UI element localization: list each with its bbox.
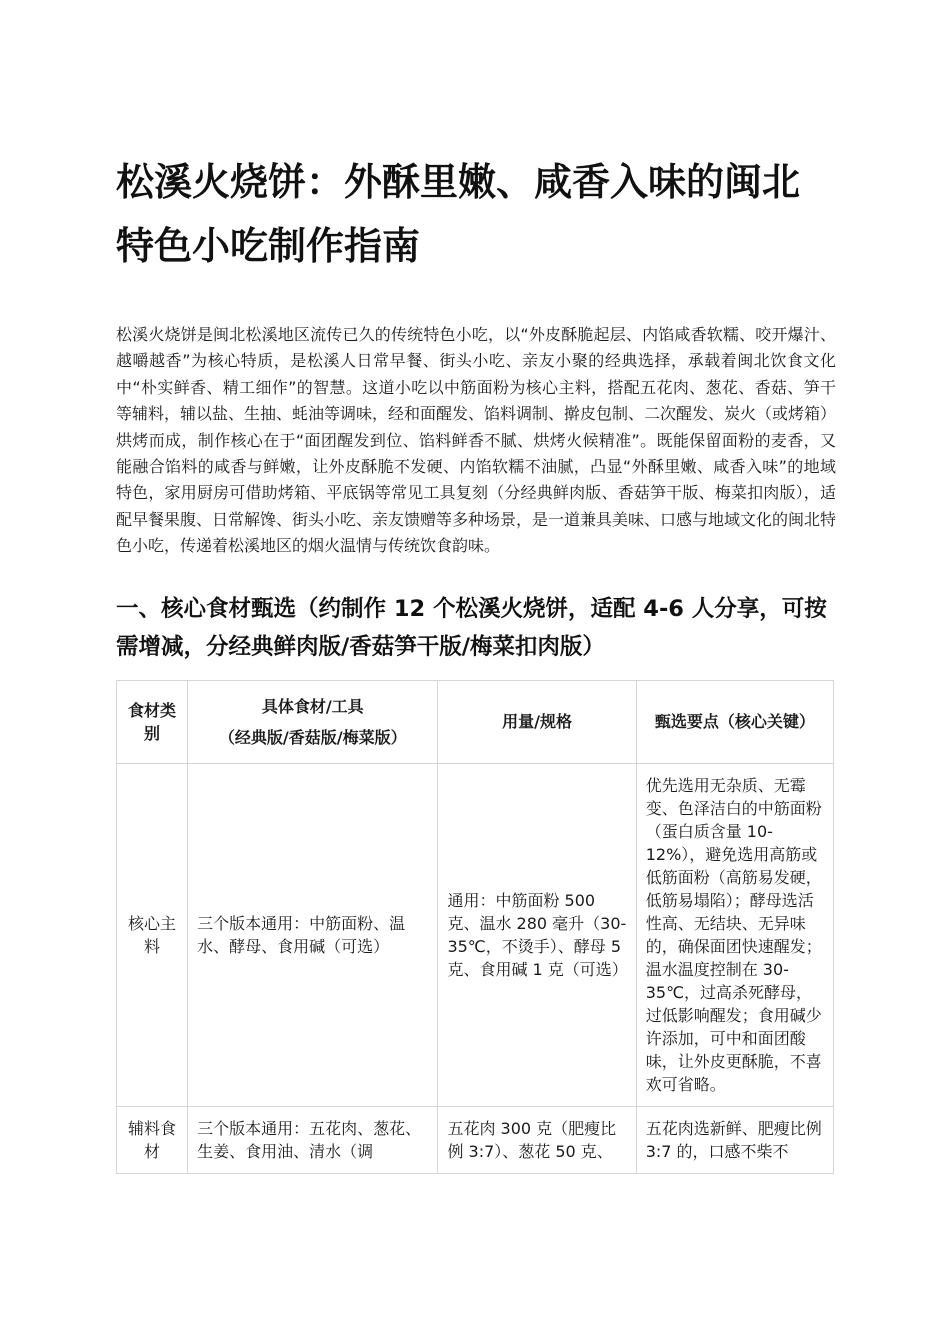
header-quantity: 用量/规格 [438, 680, 636, 763]
page-title: 松溪火烧饼：外酥里嫩、咸香入味的闽北特色小吃制作指南 [116, 160, 801, 268]
section-heading-ingredients: 一、核心食材甄选（约制作 12 个松溪火烧饼，适配 4-6 人分享，可按需增减，分经典鲜肉版/香菇笋干版/梅菜扣肉版） [116, 595, 827, 660]
cell-item: 三个版本通用：五花肉、葱花、生姜、食用油、清水（调 [188, 1106, 438, 1173]
ingredients-table-container [116, 680, 836, 1180]
cell-category: 核心主料 [117, 763, 188, 1106]
table-row [117, 1106, 834, 1173]
cell-key-points: 五花肉选新鲜、肥瘦比例 3:7 的，口感不柴不 [636, 1106, 833, 1173]
header-key-points: 甄选要点（核心关键） [636, 680, 833, 763]
header-item-line1: 具体食材/工具 [261, 696, 364, 716]
cell-quantity: 通用：中筋面粉 500 克、温水 280 毫升（30-35℃，不烫手）、酵母 5 克、食用碱 1 克（可选） [438, 763, 636, 1106]
header-item [188, 680, 438, 763]
cell-quantity: 五花肉 300 克（肥瘦比例 3:7）、葱花 50 克、 [438, 1106, 636, 1173]
ingredients-table [116, 680, 834, 1174]
header-category: 食材类别 [117, 680, 188, 763]
header-item-line2: （经典版/香菇版/梅菜版） [218, 727, 407, 747]
cell-key-points: 优先选用无杂质、无霉变、色泽洁白的中筋面粉（蛋白质含量 10-12%），避免选用高筋或低筋面粉（高筋易发硬，低筋易塌陷）；酵母选活性高、无结块、无异味的，确保面团快速醒发；温水温度控制在 30-35℃，过高杀死酵母，过低影响醒发；食用碱少许添加，可中和面团酸味，让外皮更酥脆，不喜欢可省略。 [636, 763, 833, 1106]
table-header-row [117, 680, 834, 763]
intro-paragraph: 松溪火烧饼是闽北松溪地区流传已久的传统特色小吃，以“外皮酥脆起层、内馅咸香软糯、咬开爆汁、越嚼越香”为核心特质，是松溪人日常早餐、街头小吃、亲友小聚的经典选择，承载着闽北饮食文化中“朴实鲜香、精工细作”的智慧。这道小吃以中筋面粉为核心主料，搭配五花肉、葱花、香菇、笋干等辅料，辅以盐、生抽、蚝油等调味，经和面醒发、馅料调制、擀皮包制、二次醒发、炭火（或烤箱）烘烤而成，制作核心在于“面团醒发到位、馅料鲜香不腻、烘烤火候精准”。既能保留面粉的麦香，又能融合馅料的咸香与鲜嫩，让外皮酥脆不发硬、内馅软糯不油腻，凸显“外酥里嫩、咸香入味”的地域特色，家用厨房可借助烤箱、平底锅等常见工具复刻（分经典鲜肉版、香菇笋干版、梅菜扣肉版），适配早餐果腹、日常解馋、街头小吃、亲友馈赠等多种场景，是一道兼具美味、口感与地域文化的闽北特色小吃，传递着松溪地区的烟火温情与传统饮食韵味。 [116, 325, 837, 556]
table-row [117, 763, 834, 1106]
document-page [116, 150, 836, 1180]
cell-category: 辅料食材 [117, 1106, 188, 1173]
cell-item: 三个版本通用：中筋面粉、温水、酵母、食用碱（可选） [188, 763, 438, 1106]
